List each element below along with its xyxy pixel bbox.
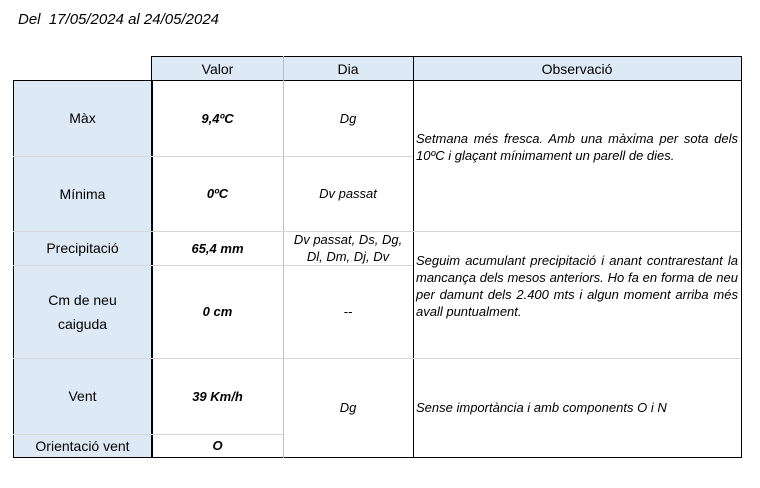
table-border-bottom — [13, 457, 741, 458]
value-snow: 0 cm — [202, 304, 233, 319]
table-border-header-bottom — [13, 80, 741, 81]
value-min: 0ºC — [206, 186, 229, 201]
day-min: Dv passat — [319, 186, 377, 201]
label-wind: Vent — [13, 358, 152, 434]
row-sep-obs-2 — [413, 358, 741, 359]
day-snow: -- — [343, 304, 353, 319]
label-snow: Cm de neu caiguda — [13, 265, 152, 358]
table-border-top — [152, 56, 741, 57]
observation-precipitation: Seguim acumulant precipitació i anant contrarestant la mancança dels mesos anteriors. Ho fa en forma de neu per damunt dels 2.400 mts i algun moment arriba més avall puntualment. — [416, 253, 738, 319]
header-dia: Dia — [283, 57, 413, 80]
observation-temperature: Setmana més fresca. Amb una màxima per sota dels 10ºC i glaçant mínimament un parell de dies. — [416, 131, 738, 163]
value-precipitation: 65,4 mm — [191, 240, 244, 256]
period-title: Del 17/05/2024 al 24/05/2024 — [18, 11, 219, 28]
day-wind: Dg — [339, 400, 357, 415]
observation-wind: Sense importància i amb components O i N — [416, 400, 667, 415]
day-max: Dg — [339, 110, 357, 126]
table-border-left-header — [151, 56, 152, 80]
label-min: Mínima — [13, 156, 152, 231]
label-max: Màx — [13, 80, 152, 156]
row-sep-2 — [13, 231, 413, 232]
row-sep-5 — [13, 434, 283, 435]
row-sep-4 — [13, 358, 413, 359]
col-sep-day-obs — [413, 56, 414, 458]
row-sep-3 — [13, 265, 413, 266]
label-precipitation: Precipitació — [13, 231, 152, 265]
header-valor: Valor — [152, 57, 283, 80]
day-precipitation: Dv passat, Ds, Dg, Dl, Dm, Dj, Dv — [293, 232, 403, 264]
row-sep-1 — [13, 156, 413, 157]
header-observacio: Observació — [413, 57, 741, 80]
col-sep-value-day — [283, 56, 284, 458]
value-wind: 39 Km/h — [192, 388, 243, 404]
col-sep-label-value — [151, 80, 153, 458]
label-wind-direction: Orientació vent — [13, 434, 152, 457]
table-border-right — [741, 56, 742, 458]
row-sep-obs-1 — [413, 231, 741, 232]
table-border-left — [13, 80, 14, 458]
value-max: 9,4ºC — [201, 110, 234, 126]
value-wind-direction: O — [212, 438, 223, 453]
